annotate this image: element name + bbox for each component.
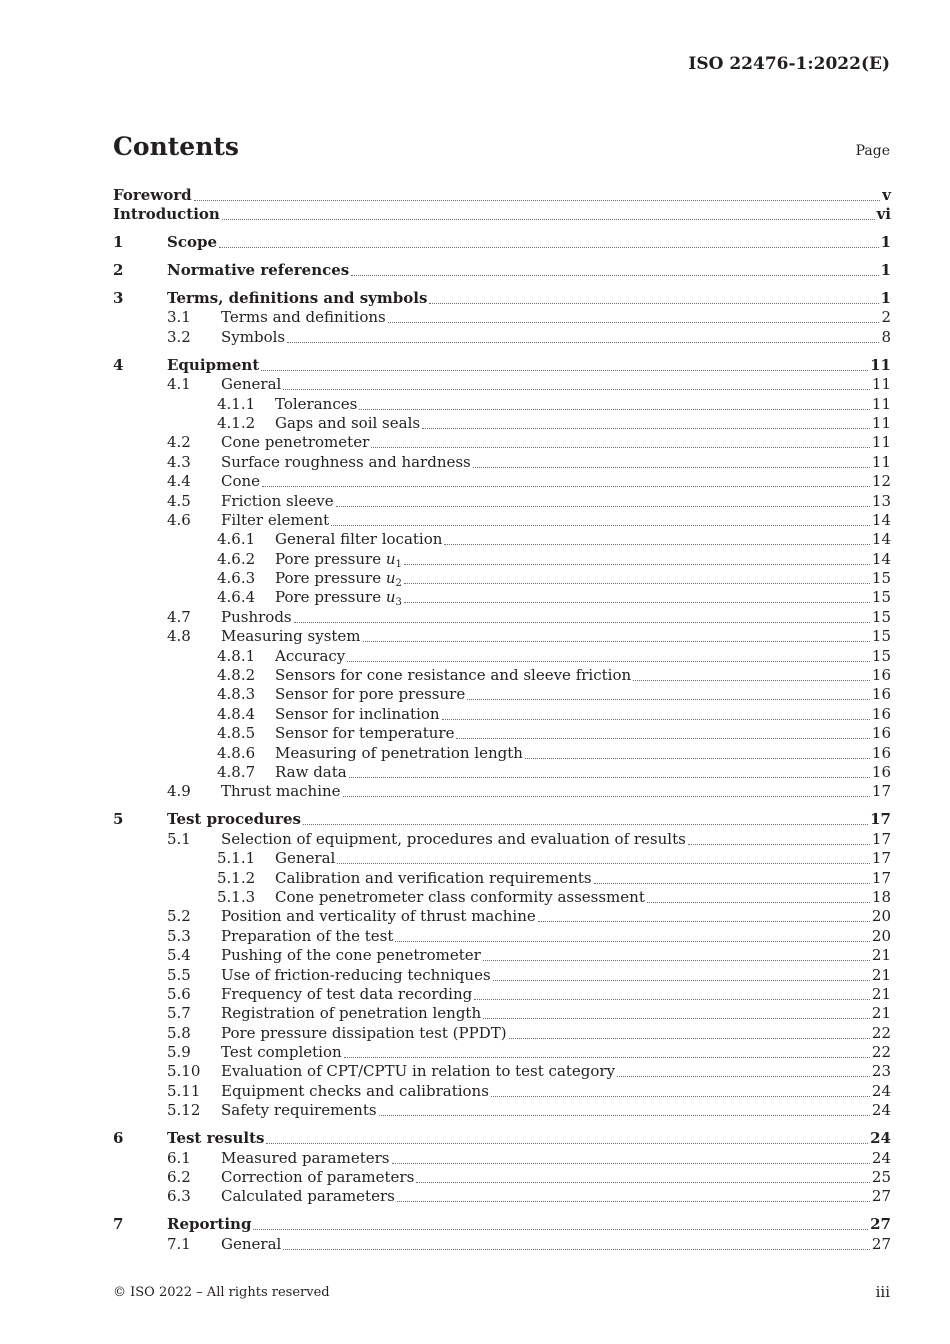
toc-entry-number: 4.4 (167, 472, 191, 491)
toc-entry-number: 5.7 (167, 1004, 191, 1023)
toc-entry-number: 4.6.2 (217, 549, 256, 568)
toc-entry[interactable] (113, 1101, 891, 1120)
toc-entry-number: 6 (113, 1129, 124, 1148)
toc-entry[interactable] (113, 1023, 891, 1042)
toc-entry-number: 4.8.4 (217, 704, 256, 723)
toc-entry-title: Filter element (221, 510, 330, 529)
dot-leader (509, 1037, 870, 1039)
toc-entry[interactable] (113, 704, 891, 723)
variable-symbol: u (385, 569, 396, 588)
toc-entry[interactable] (113, 763, 891, 782)
toc-entry-title: Gaps and soil seals (275, 413, 421, 432)
toc-entry-title: Equipment checks and calibrations (221, 1081, 489, 1100)
toc-entry-title: Frequency of test data recording (221, 984, 473, 1003)
dot-leader (336, 505, 870, 507)
toc-entry-page: 1 (880, 233, 891, 251)
toc-entry-title: Raw data (275, 762, 347, 781)
toc-entry-page: 27 (871, 1234, 891, 1253)
toc-entry-number: 5.1.3 (217, 887, 256, 906)
toc-entry-title: Pushrods (221, 607, 292, 626)
variable-subscript: 2 (395, 578, 402, 590)
toc-entry-title: Foreword (113, 186, 192, 204)
toc-entry[interactable] (113, 1234, 891, 1253)
toc-entry-title: Measured parameters (221, 1148, 390, 1167)
toc-entry-page: 11 (871, 375, 891, 394)
toc-entry-title: Pore pressure $u_1$ (275, 549, 402, 570)
dot-leader (473, 466, 870, 468)
toc-entry-title: Pushing of the cone penetrometer (221, 946, 481, 965)
toc-entry[interactable] (113, 394, 891, 413)
toc-entry-number: 5.3 (167, 926, 191, 945)
toc-entry-number: 5.2 (167, 907, 191, 926)
toc-entry-title: Introduction (113, 205, 220, 223)
toc-entry-page: 15 (871, 607, 891, 626)
toc-entry[interactable] (113, 1081, 891, 1100)
toc-entry-title: Selection of equipment, procedures and evaluation of results (221, 829, 686, 848)
dot-leader (483, 1017, 870, 1019)
dot-leader (371, 446, 870, 448)
toc-entry-page: 16 (871, 704, 891, 723)
toc-entry[interactable] (113, 289, 891, 308)
toc-entry-title: Measuring system (221, 627, 361, 646)
dot-leader (344, 1056, 870, 1058)
toc-entry-page: 2 (881, 308, 891, 327)
toc-entry-number: 5.5 (167, 965, 191, 984)
dot-leader (379, 1114, 870, 1116)
toc-entry-page: 21 (871, 984, 891, 1003)
toc-entry-title: Terms, definitions and symbols (167, 289, 428, 307)
toc-entry-number: 4.7 (167, 607, 191, 626)
toc-entry-number: 4 (113, 355, 124, 374)
toc-entry-page: vi (876, 205, 891, 223)
toc-entry-number: 4.8.5 (217, 724, 256, 743)
toc-entry-title: General (275, 849, 336, 868)
dot-leader (416, 1181, 870, 1183)
toc-entry-number: 4.3 (167, 452, 191, 471)
contents-title: Contents (113, 132, 240, 161)
toc-entry-number: 5.1 (167, 829, 191, 848)
toc-entry[interactable] (113, 724, 891, 743)
toc-entry-number: 5.10 (167, 1062, 201, 1081)
toc-entry-page: 17 (871, 849, 891, 868)
dot-leader (422, 427, 870, 429)
toc-entry-page: 15 (871, 646, 891, 665)
toc-entry-page: 16 (871, 743, 891, 762)
toc-entry-page: 20 (871, 907, 891, 926)
toc-entry[interactable] (113, 1129, 891, 1148)
dot-leader (429, 302, 878, 304)
toc-entry-page: 11 (870, 355, 891, 374)
toc-entry-page: 16 (871, 685, 891, 704)
dot-leader (456, 737, 869, 739)
toc-entry-page: 24 (871, 1101, 891, 1120)
toc-entry-title: Terms and definitions (221, 308, 386, 327)
toc-entry-page: 12 (871, 472, 891, 491)
dot-leader (474, 998, 870, 1000)
toc-entry-page: 17 (871, 868, 891, 887)
dot-leader (617, 1075, 870, 1077)
page-column-label: Page (855, 143, 890, 159)
toc-entry[interactable] (113, 829, 891, 848)
toc-entry-title: Measuring of penetration length (275, 743, 523, 762)
toc-entry-number: 5.6 (167, 984, 191, 1003)
toc-entry-page: 17 (871, 782, 891, 801)
toc-entry[interactable] (113, 607, 891, 626)
toc-entry[interactable] (113, 530, 891, 549)
toc-entry-number: 6.1 (167, 1148, 191, 1167)
toc-entry-page: 11 (871, 433, 891, 452)
toc-entry-number: 4.1.2 (217, 413, 256, 432)
toc-entry[interactable] (113, 666, 891, 685)
toc-entry-page: 24 (871, 1081, 891, 1100)
toc-entry-title: Cone penetrometer class conformity assessment (275, 887, 645, 906)
dot-leader (392, 1162, 870, 1164)
toc-entry-page: v (882, 186, 891, 204)
dot-leader (253, 1228, 868, 1230)
toc-entry-number: 4.1 (167, 375, 191, 394)
toc-entry[interactable] (113, 588, 891, 607)
toc-entry-title: Cone (221, 472, 261, 491)
toc-entry-title: Sensor for pore pressure (275, 685, 466, 704)
toc-entry[interactable] (113, 1215, 891, 1234)
toc-entry-title: Correction of parameters (221, 1168, 415, 1187)
toc-entry-title: Equipment (167, 355, 260, 374)
toc-entry-page: 21 (871, 1004, 891, 1023)
dot-leader (261, 369, 868, 371)
copyright-notice: © ISO 2022 – All rights reserved (113, 1285, 330, 1300)
toc-entry[interactable] (113, 452, 891, 471)
toc-entry-page: 1 (880, 289, 891, 307)
dot-leader (194, 199, 881, 201)
toc-entry-page: 17 (870, 810, 891, 829)
toc-entry-number: 2 (113, 261, 124, 279)
dot-leader (283, 1248, 870, 1250)
toc-entry-number: 4.1.1 (217, 394, 256, 413)
dot-leader (404, 582, 870, 584)
toc-entry[interactable] (113, 472, 891, 491)
toc-entry-number: 4.6.4 (217, 588, 256, 607)
dot-leader (467, 698, 870, 700)
toc-entry-number: 1 (113, 233, 124, 251)
dot-leader (538, 920, 870, 922)
toc-entry-title: Registration of penetration length (221, 1004, 482, 1023)
dot-leader (349, 776, 870, 778)
dot-leader (525, 757, 870, 759)
dot-leader (395, 940, 870, 942)
toc-entry[interactable] (113, 868, 891, 887)
toc-entry[interactable] (113, 511, 891, 530)
toc-entry[interactable] (113, 810, 891, 829)
toc-entry-page: 24 (870, 1129, 891, 1148)
toc-entry-number: 4.8.7 (217, 762, 256, 781)
dot-leader (388, 321, 880, 323)
toc-entry[interactable] (113, 375, 891, 394)
toc-entry-page: 11 (871, 413, 891, 432)
dot-leader (594, 882, 870, 884)
toc-entry-title: Calibration and verification requirements (275, 868, 592, 887)
toc-entry-number: 5.4 (167, 946, 191, 965)
toc-entry-page: 16 (871, 762, 891, 781)
dot-leader (331, 524, 870, 526)
toc-entry-number: 6.2 (167, 1168, 191, 1187)
toc-entry-title: Evaluation of CPT/CPTU in relation to test category (221, 1062, 616, 1081)
toc-entry-page: 11 (871, 394, 891, 413)
dot-leader (294, 621, 870, 623)
toc-entry-number: 5.9 (167, 1043, 191, 1062)
toc-entry-page: 27 (871, 1187, 891, 1206)
toc-entry-title: Surface roughness and hardness (221, 452, 471, 471)
toc-entry-page: 20 (871, 926, 891, 945)
dot-leader (262, 485, 870, 487)
toc-entry[interactable] (113, 549, 891, 568)
toc-entry-title: Calculated parameters (221, 1187, 395, 1206)
toc-entry-number: 4.6.1 (217, 530, 256, 549)
toc-entry-title: Accuracy (275, 646, 346, 665)
dot-leader (647, 901, 870, 903)
toc-entry[interactable] (113, 1043, 891, 1062)
toc-entry-number: 5.1.2 (217, 868, 256, 887)
toc-entry-page: 27 (870, 1215, 891, 1234)
toc-entry-title: General filter location (275, 530, 443, 549)
toc-entry-page: 14 (871, 549, 891, 568)
dot-leader (337, 862, 870, 864)
toc-entry-title: Friction sleeve (221, 491, 334, 510)
toc-entry-title: Preparation of the test (221, 926, 394, 945)
toc-entry[interactable] (113, 186, 891, 205)
toc-entry-number: 5.1.1 (217, 849, 256, 868)
toc-entry[interactable] (113, 685, 891, 704)
toc-entry-title: Sensor for inclination (275, 704, 440, 723)
dot-leader (483, 959, 870, 961)
toc-entry-page: 16 (871, 724, 891, 743)
toc-entry[interactable] (113, 743, 891, 762)
dot-leader (404, 601, 870, 603)
toc-entry-title: Pore pressure $u_3$ (275, 588, 402, 609)
variable-subscript: 1 (395, 558, 402, 570)
toc-entry-page: 8 (881, 327, 891, 346)
dot-leader (442, 718, 870, 720)
toc-entry-number: 4.2 (167, 433, 191, 452)
dot-leader (359, 408, 870, 410)
toc-entry-title: Safety requirements (221, 1101, 377, 1120)
toc-entry[interactable] (113, 308, 891, 327)
table-of-contents (113, 186, 891, 1254)
toc-entry-title: Sensors for cone resistance and sleeve friction (275, 666, 632, 685)
toc-entry-page: 13 (871, 491, 891, 510)
toc-entry-title: Scope (167, 233, 218, 251)
toc-entry-title: Test completion (221, 1043, 342, 1062)
dot-leader (303, 823, 868, 825)
toc-entry[interactable] (113, 782, 891, 801)
toc-entry-number: 7 (113, 1215, 124, 1234)
toc-entry[interactable] (113, 233, 891, 252)
toc-entry[interactable] (113, 491, 891, 510)
toc-entry-page: 14 (871, 510, 891, 529)
toc-entry-page: 14 (871, 530, 891, 549)
dot-leader (283, 388, 870, 390)
dot-leader (493, 979, 870, 981)
toc-entry-title: General (221, 375, 282, 394)
toc-entry-title: Test procedures (167, 810, 301, 829)
toc-entry-page: 11 (871, 452, 891, 471)
toc-entry[interactable] (113, 327, 891, 346)
toc-entry-title: Position and verticality of thrust machine (221, 907, 536, 926)
toc-entry-page: 22 (871, 1023, 891, 1042)
dot-leader (351, 274, 878, 276)
toc-entry-number: 4.8.2 (217, 666, 256, 685)
toc-entry-title: Cone penetrometer (221, 433, 370, 452)
variable-subscript: 3 (395, 597, 402, 609)
toc-entry-page: 15 (871, 627, 891, 646)
toc-entry-page: 15 (871, 569, 891, 588)
toc-entry-title: Pore pressure $u_2$ (275, 569, 402, 590)
toc-entry[interactable] (113, 907, 891, 926)
toc-entry[interactable] (113, 849, 891, 868)
toc-entry-number: 3.2 (167, 327, 191, 346)
dot-leader (491, 1095, 870, 1097)
toc-entry[interactable] (113, 627, 891, 646)
toc-entry-title: Pore pressure dissipation test (PPDT) (221, 1023, 507, 1042)
dot-leader (363, 640, 870, 642)
toc-entry-number: 5 (113, 810, 124, 829)
toc-entry[interactable] (113, 1148, 891, 1167)
dot-leader (343, 795, 870, 797)
dot-leader (219, 246, 879, 248)
toc-entry[interactable] (113, 433, 891, 452)
toc-entry-number: 6.3 (167, 1187, 191, 1206)
toc-entry[interactable] (113, 205, 891, 224)
toc-entry[interactable] (113, 569, 891, 588)
toc-entry[interactable] (113, 646, 891, 665)
toc-entry-title: Use of friction-reducing techniques (221, 965, 491, 984)
toc-entry[interactable] (113, 261, 891, 280)
dot-leader (266, 1142, 868, 1144)
toc-entry-title: Test results (167, 1129, 265, 1148)
dot-leader (404, 563, 870, 565)
toc-entry-page: 16 (871, 666, 891, 685)
dot-leader (633, 679, 870, 681)
toc-entry[interactable] (113, 1004, 891, 1023)
toc-entry-title: Tolerances (275, 394, 358, 413)
toc-entry-number: 4.9 (167, 782, 191, 801)
toc-entry-number: 5.11 (167, 1081, 201, 1100)
toc-entry-number: 5.8 (167, 1023, 191, 1042)
toc-entry[interactable] (113, 356, 891, 375)
toc-entry-title: Symbols (221, 327, 286, 346)
toc-entry[interactable] (113, 965, 891, 984)
toc-entry-page: 18 (871, 887, 891, 906)
toc-entry-title: Sensor for temperature (275, 724, 455, 743)
toc-entry-number: 4.5 (167, 491, 191, 510)
variable-symbol: u (385, 549, 396, 568)
dot-leader (287, 341, 879, 343)
toc-entry-title: General (221, 1234, 282, 1253)
toc-entry[interactable] (113, 1187, 891, 1206)
toc-entry[interactable] (113, 985, 891, 1004)
dot-leader (397, 1200, 870, 1202)
document-reference: ISO 22476-1:2022(E) (688, 54, 890, 74)
toc-entry-number: 3.1 (167, 308, 191, 327)
toc-entry-page: 23 (871, 1062, 891, 1081)
toc-entry-page: 21 (871, 946, 891, 965)
toc-entry-title: Reporting (167, 1215, 252, 1234)
toc-entry-number: 4.8.6 (217, 743, 256, 762)
toc-entry[interactable] (113, 888, 891, 907)
variable-symbol: u (385, 588, 396, 607)
toc-entry-title: Thrust machine (221, 782, 341, 801)
toc-entry-page: 22 (871, 1043, 891, 1062)
toc-entry-title: Normative references (167, 261, 350, 279)
dot-leader (347, 660, 870, 662)
toc-entry[interactable] (113, 926, 891, 945)
toc-entry-page: 25 (871, 1168, 891, 1187)
toc-entry[interactable] (113, 946, 891, 965)
toc-entry-page: 21 (871, 965, 891, 984)
toc-entry-number: 4.6.3 (217, 569, 256, 588)
toc-entry-number: 4.8 (167, 627, 191, 646)
toc-entry-page: 17 (871, 829, 891, 848)
toc-entry-number: 4.8.1 (217, 646, 256, 665)
toc-entry-page: 15 (871, 588, 891, 607)
toc-entry[interactable] (113, 1168, 891, 1187)
toc-entry-number: 5.12 (167, 1101, 201, 1120)
footer-page-number: iii (875, 1283, 890, 1301)
dot-leader (688, 843, 870, 845)
toc-entry-page: 24 (871, 1148, 891, 1167)
toc-entry-number: 3 (113, 289, 124, 307)
toc-entry[interactable] (113, 414, 891, 433)
toc-entry[interactable] (113, 1062, 891, 1081)
toc-entry-number: 4.6 (167, 510, 191, 529)
toc-entry-page: 1 (880, 261, 891, 279)
dot-leader (222, 218, 875, 220)
toc-entry-number: 4.8.3 (217, 685, 256, 704)
dot-leader (444, 543, 869, 545)
toc-entry-number: 7.1 (167, 1234, 191, 1253)
